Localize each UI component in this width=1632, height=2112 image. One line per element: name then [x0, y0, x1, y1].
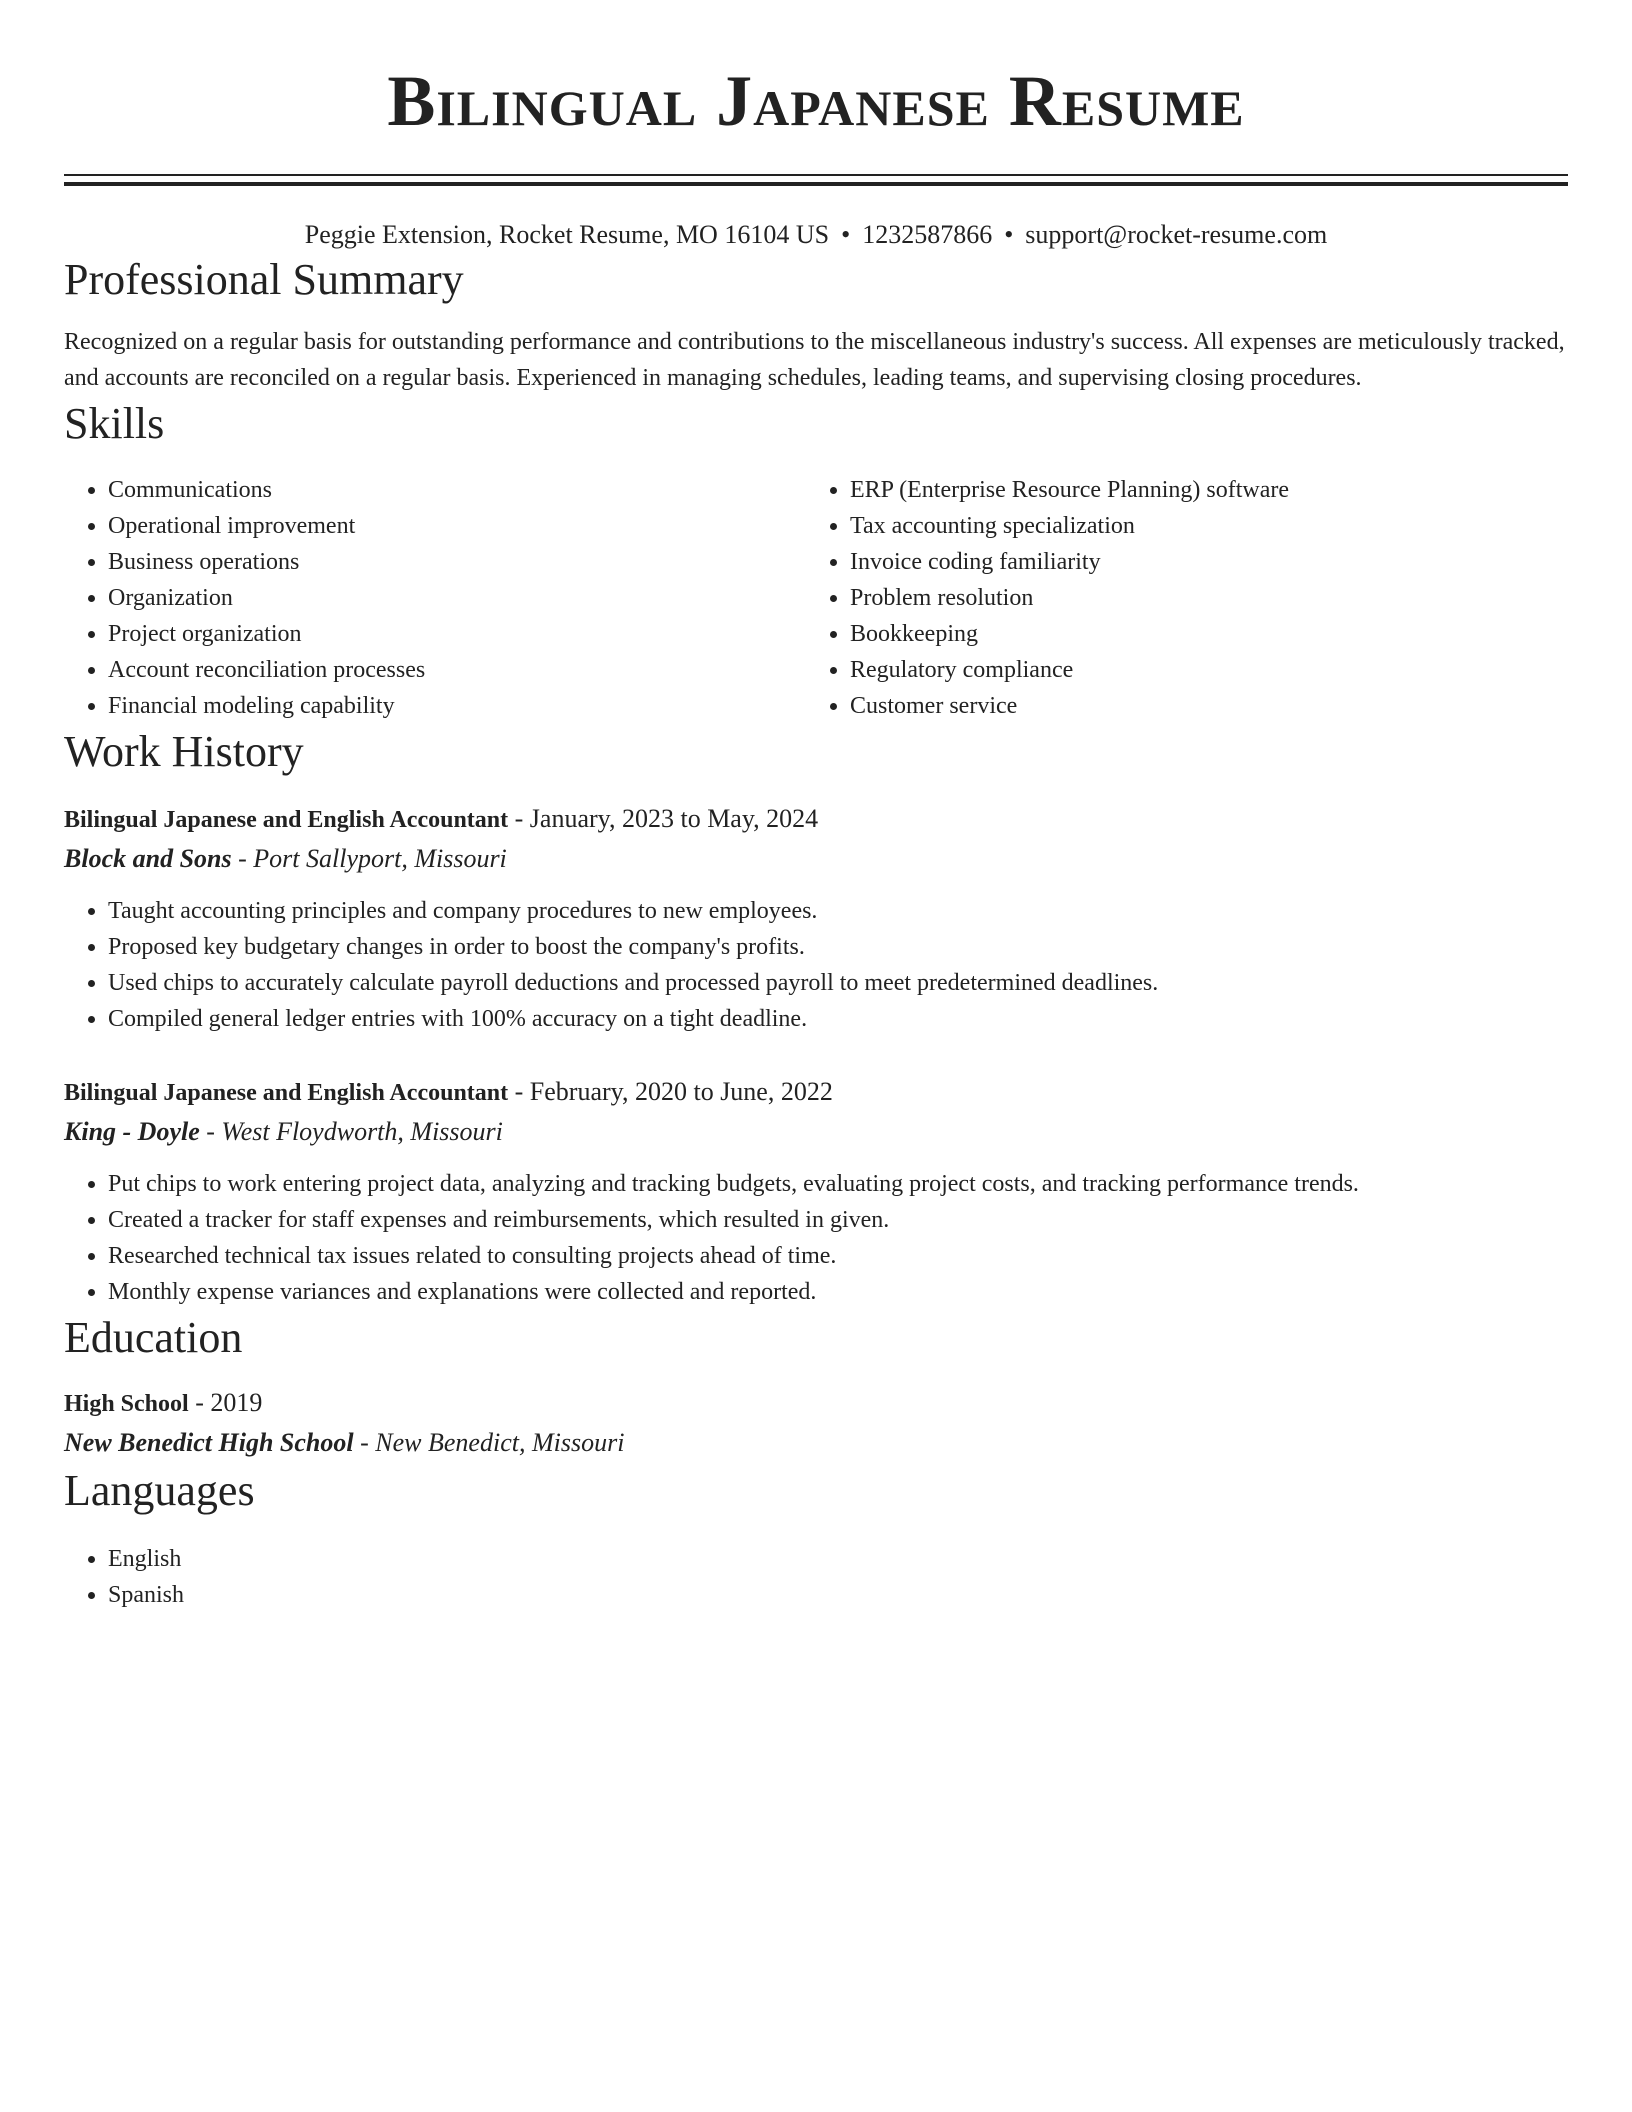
job-title: Bilingual Japanese and English Accountant: [64, 807, 509, 833]
job-header: [64, 800, 1568, 839]
education-heading: Education: [64, 1313, 243, 1362]
skill-item: • Tax accounting specialization: [850, 508, 1548, 544]
skill-item: • Business operations: [108, 544, 806, 580]
job-bullet: • Created a tracker for staff expenses and reimbursements, which resulted in given.: [108, 1202, 1568, 1238]
education-degree: High School: [64, 1391, 189, 1417]
education-location: - New Benedict, Missouri: [353, 1428, 625, 1457]
job-location: - West Floydworth, Missouri: [199, 1117, 503, 1146]
job-location: - Port Sallyport, Missouri: [231, 844, 507, 873]
language-item: • English: [108, 1541, 1568, 1577]
contact-line: [64, 218, 1568, 252]
job-bullet: • Put chips to work entering project data, analyzing and tracking budgets, evaluating project costs, and tracking performance trends.: [108, 1166, 1568, 1202]
summary-heading: Professional Summary: [64, 255, 464, 304]
skills-column-left: [64, 472, 806, 724]
job-dates: - January, 2023 to May, 2024: [508, 804, 819, 833]
skill-item: • Organization: [108, 580, 806, 616]
job-bullets: [64, 893, 1568, 1037]
skill-item: • Problem resolution: [850, 580, 1548, 616]
job-bullet: • Compiled general ledger entries with 100% accuracy on a tight deadline.: [108, 1001, 1568, 1037]
job-bullet: • Used chips to accurately calculate payroll deductions and processed payroll to meet predetermined deadlines.: [108, 965, 1568, 1001]
skills-grid: [64, 472, 1568, 724]
contact-separator: •: [1004, 220, 1014, 249]
summary-text: Recognized on a regular basis for outstanding performance and contributions to the miscellaneous industry's success. All expenses are meticulously tracked, and accounts are reconciled on a regular basis. Experienced in managing schedules, leading teams, and supervising closing procedures.: [64, 329, 1565, 391]
skill-item: • Communications: [108, 472, 806, 508]
skill-item: • Financial modeling capability: [108, 688, 806, 724]
education-school-line: [64, 1423, 1568, 1463]
contact-phone: 1232587866: [862, 220, 993, 249]
skill-item: • Customer service: [850, 688, 1548, 724]
education-year: - 2019: [188, 1388, 263, 1417]
education-school: New Benedict High School: [64, 1428, 354, 1457]
job-entry: [64, 800, 1568, 1037]
job-bullet: • Researched technical tax issues related to consulting projects ahead of time.: [108, 1238, 1568, 1274]
job-company: Block and Sons: [64, 844, 232, 873]
skill-item: • Project organization: [108, 616, 806, 652]
job-dates: - February, 2020 to June, 2022: [508, 1077, 833, 1106]
job-company-line: [64, 839, 1568, 879]
job-bullets: [64, 1166, 1568, 1310]
skills-column-right: [806, 472, 1548, 724]
languages-heading: Languages: [64, 1466, 255, 1515]
skill-item: • Bookkeeping: [850, 616, 1548, 652]
job-entry: [64, 1073, 1568, 1310]
education-header: [64, 1384, 1568, 1423]
skills-heading: Skills: [64, 399, 165, 448]
skill-item: • Operational improvement: [108, 508, 806, 544]
skill-item: • Invoice coding familiarity: [850, 544, 1548, 580]
skill-item: • ERP (Enterprise Resource Planning) software: [850, 472, 1548, 508]
language-item: • Spanish: [108, 1577, 1568, 1613]
job-company: King - Doyle: [64, 1117, 200, 1146]
work-history-heading: Work History: [64, 727, 304, 776]
contact-address: Peggie Extension, Rocket Resume, MO 16104 US: [304, 220, 830, 249]
job-header: [64, 1073, 1568, 1112]
contact-separator: •: [841, 220, 851, 249]
title-double-rule: [64, 174, 1568, 176]
job-bullet: • Proposed key budgetary changes in order to boost the company's profits.: [108, 929, 1568, 965]
contact-email: support@rocket-resume.com: [1025, 220, 1328, 249]
job-title: Bilingual Japanese and English Accountant: [64, 1080, 509, 1106]
resume-title: Bilingual Japanese Resume: [387, 61, 1245, 141]
job-bullet: • Taught accounting principles and company procedures to new employees.: [108, 893, 1568, 929]
skill-item: • Regulatory compliance: [850, 652, 1548, 688]
languages-list: [64, 1541, 1568, 1613]
job-company-line: [64, 1112, 1568, 1152]
skill-item: • Account reconciliation processes: [108, 652, 806, 688]
job-bullet: • Monthly expense variances and explanations were collected and reported.: [108, 1274, 1568, 1310]
